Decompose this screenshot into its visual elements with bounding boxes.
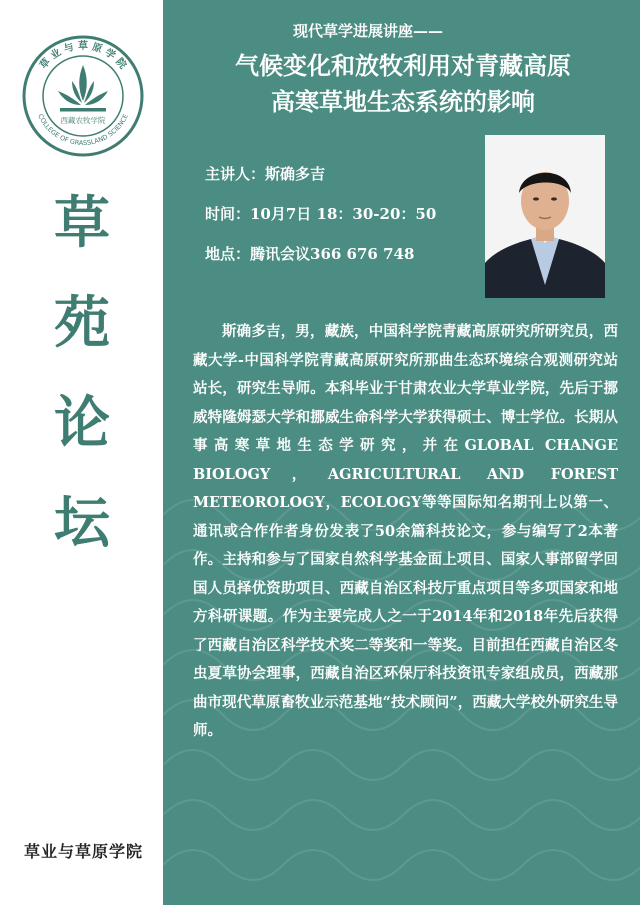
logo-seal-text: 西藏农牧学院 (60, 116, 106, 125)
speaker-biography: 斯确多吉，男，藏族，中国科学院青藏高原研究所研究员，西藏大学-中国科学院青藏高原研究所那曲生态环境综合观测研究站站长，研究生导师。本科毕业于甘肃农业大学草业学院，先后于挪威特隆姆瑟大学和挪威生命科学大学获得硕士、博士学位。长期从事高寒草地生态学研究，并在GLOBAL CHANGE BIOLOGY，AGRICULTURAL AND FOREST METEOROLOGY，ECOLOGY等等国际知名期刊上以第一、通讯或合作作者身份发表了50余篇科技论文，参与编写了2本著作。主持和参与了国家自然科学基金面上项目、国家人事部留学回国人员择优资助项目、西藏自治区科技厅重点项目等多项国家和地方科研课题。作为主要完成人之一于2014年和2018年先后获得了西藏自治区科学技术奖二等奖和一等奖。目前担任西藏自治区冬虫夏草协会理事，西藏自治区环保厅科技资讯专家组成员，西藏那曲市现代草原畜牧业示范基地“技术顾问”，西藏大学校外研究生导师。 (193, 323, 618, 739)
lecture-title (183, 48, 623, 120)
college-logo (22, 35, 144, 157)
location-info: 地点：腾讯会议366 676 748 (205, 245, 415, 263)
lecture-series-label: 现代草学进展讲座—— (293, 22, 444, 40)
forum-title-char: 论 (54, 390, 110, 456)
time-info: 时间：10月7日 18：30-20：50 (205, 205, 437, 223)
speaker-info: 主讲人：斯确多吉 (205, 165, 326, 183)
left-sidebar (0, 0, 163, 905)
logo-ring-bottom-text: COLLEGE OF GRASSLAND SCIENCE (36, 112, 130, 148)
college-name: 草业与草原学院 (24, 842, 144, 861)
lecture-title-line-1: 气候变化和放牧利用对青藏高原 (235, 51, 571, 80)
forum-title-char: 苑 (54, 290, 110, 356)
logo-ring-top-text: 草 业 与 草 原 学 院 (37, 41, 129, 72)
content-panel (163, 0, 640, 905)
forum-title-char: 草 (54, 190, 110, 256)
speaker-portrait-icon (485, 135, 605, 298)
speaker-photo (485, 135, 605, 298)
forum-vertical-title (42, 190, 122, 595)
forum-title-char: 坛 (54, 490, 110, 556)
lecture-title-line-2: 高寒草地生态系统的影响 (271, 87, 535, 116)
